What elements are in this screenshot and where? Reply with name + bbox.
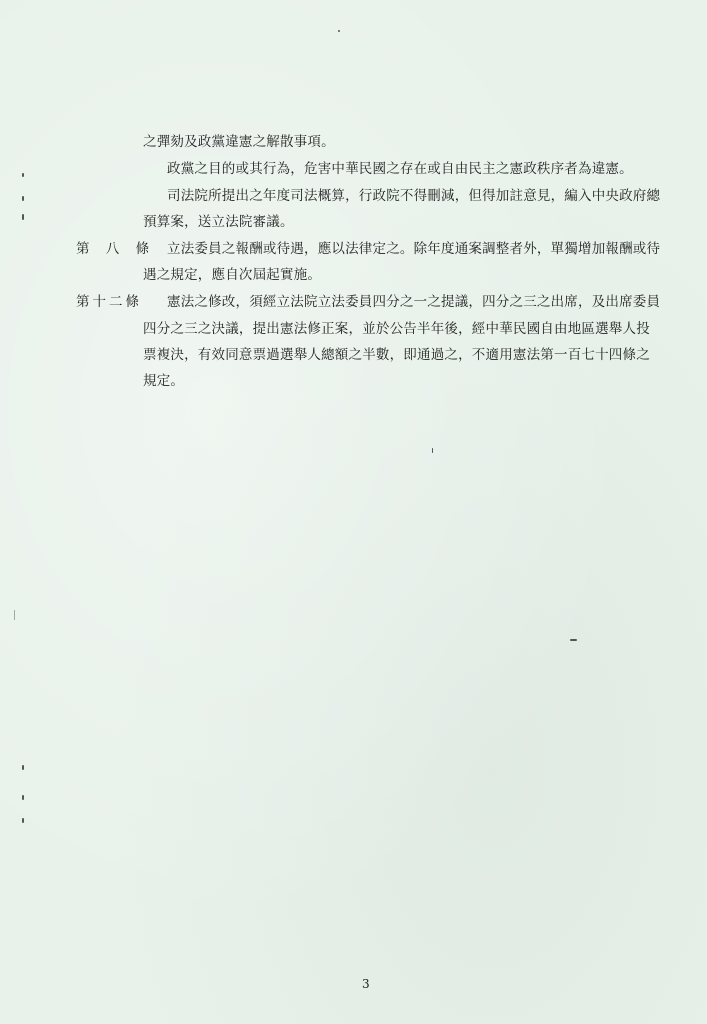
scan-speck [338, 30, 340, 32]
scan-speck [570, 639, 577, 641]
scan-speck [22, 214, 24, 220]
text-line-6: 遇之規定，應自次屆起實施。 [143, 267, 322, 283]
scan-speck [22, 795, 24, 800]
text-line-1: 之彈劾及政黨違憲之解散事項。 [143, 134, 335, 150]
text-line-2: 政黨之目的或其行為，危害中華民國之存在或自由民主之憲政秩序者為違憲。 [167, 161, 633, 177]
text-line-7: 憲法之修改，須經立法院立法委員四分之一之提議，四分之三之出席，及出席委員 [167, 294, 661, 310]
text-line-5: 立法委員之報酬或待遇，應以法律定之。除年度通案調整者外，單獨增加報酬或待 [167, 241, 661, 257]
text-line-4: 預算案，送立法院審議。 [143, 214, 294, 230]
scan-speck [22, 173, 24, 177]
scan-speck [14, 610, 15, 620]
text-line-3: 司法院所提出之年度司法概算，行政院不得刪減，但得加註意見，編入中央政府總 [167, 188, 661, 204]
text-line-10: 規定。 [143, 373, 185, 389]
text-line-9: 票複決，有效同意票過選舉人總額之半數，即通過之，不適用憲法第一百七十四條之 [143, 347, 650, 363]
text-line-8: 四分之三之決議，提出憲法修正案，並於公告半年後，經中華民國自由地區選舉人投 [143, 321, 650, 337]
scan-speck [22, 196, 24, 201]
scan-speck [22, 765, 24, 770]
scan-speck [432, 448, 433, 453]
page-number: 3 [362, 977, 370, 991]
scan-speck [22, 818, 24, 823]
article-label-12: 第十二條 [76, 294, 142, 310]
article-label-8: 第 八 條 [76, 241, 156, 257]
